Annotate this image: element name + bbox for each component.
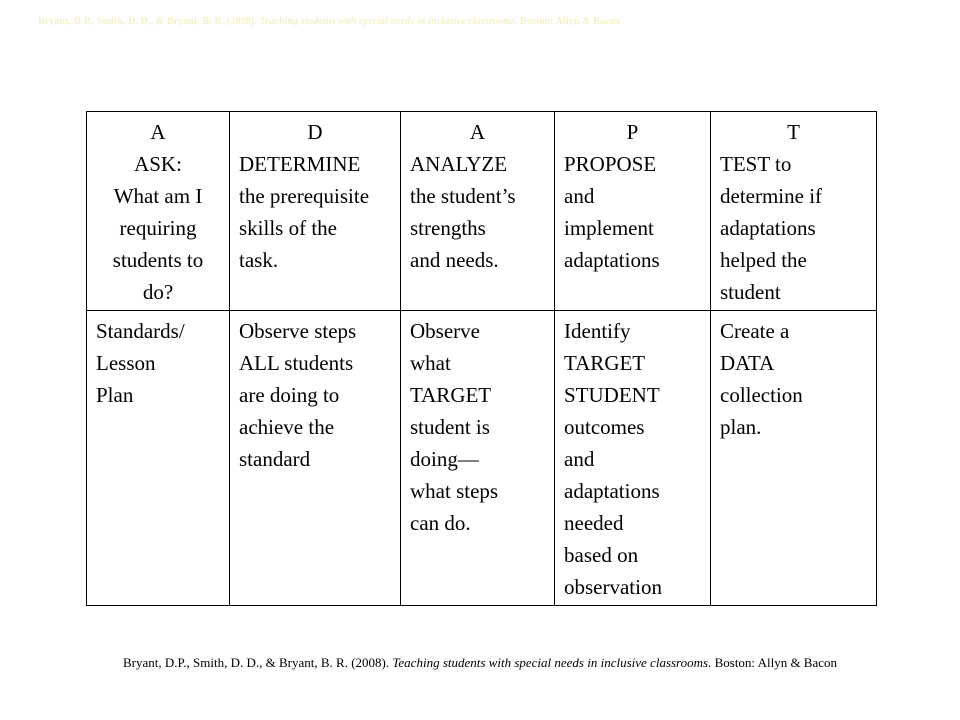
cell-line: DATA xyxy=(720,351,775,375)
cell-line: doing— xyxy=(410,447,479,471)
cell-line: Observe steps xyxy=(239,319,357,343)
watermark-publisher: Boston: Allyn & Bacon xyxy=(520,16,621,27)
cell-line: based on xyxy=(564,543,639,567)
body-cell-propose xyxy=(555,311,711,606)
header-row xyxy=(87,112,877,311)
cell-line: needed xyxy=(564,511,624,535)
watermark-authors: Bryant, D.P., Smith, D. D., & Bryant, B. R. (2008). xyxy=(38,16,257,27)
header-cell-analyze xyxy=(401,112,555,311)
cell-line: and needs. xyxy=(410,248,499,272)
cell-line: skills of the xyxy=(239,216,337,240)
cell-line: Identify xyxy=(564,319,631,343)
cell-letter: P xyxy=(626,120,639,144)
body-cell-ask xyxy=(87,311,230,606)
cell-line: implement xyxy=(564,216,654,240)
cell-letter: A xyxy=(150,120,166,144)
cell-line: can do. xyxy=(410,511,471,535)
cell-line: adaptations xyxy=(564,479,660,503)
cell-line: Lesson xyxy=(96,351,156,375)
cell-letter: A xyxy=(469,120,486,144)
footer-citation xyxy=(0,655,960,671)
cell-line: adaptations xyxy=(720,216,816,240)
header-cell-test xyxy=(711,112,877,311)
cell-line: Observe xyxy=(410,319,480,343)
cell-line: strengths xyxy=(410,216,486,240)
citation-authors: Bryant, D.P., Smith, D. D., & Bryant, B. R. (2008). xyxy=(122,655,390,670)
cell-line: and xyxy=(564,184,595,208)
citation-title: Teaching students with special needs in inclusive classrooms. xyxy=(392,655,712,670)
body-cell-test xyxy=(711,311,877,606)
cell-line: TARGET xyxy=(564,351,646,375)
cell-line: are doing to xyxy=(239,383,340,407)
cell-line: observation xyxy=(564,575,662,599)
cell-line: DETERMINE xyxy=(239,152,361,176)
cell-line: ALL students xyxy=(239,351,354,375)
body-cell-analyze xyxy=(401,311,555,606)
body-row xyxy=(87,311,877,606)
cell-line: adaptations xyxy=(564,248,660,272)
cell-line: ASK: xyxy=(134,152,182,176)
cell-line: requiring xyxy=(119,216,197,240)
cell-letter: T xyxy=(787,120,800,144)
cell-line: the prerequisite xyxy=(239,184,370,208)
body-cell-determine xyxy=(230,311,401,606)
cell-line: outcomes xyxy=(564,415,645,439)
cell-line: ANALYZE xyxy=(410,152,508,176)
cell-line: student xyxy=(720,280,781,304)
citation-publisher: Boston: Allyn & Bacon xyxy=(714,655,838,670)
header-cell-ask xyxy=(87,112,230,311)
cell-line: Create a xyxy=(720,319,790,343)
cell-line: task. xyxy=(239,248,279,272)
cell-line: do? xyxy=(142,280,174,304)
adapt-framework-table xyxy=(86,111,877,606)
cell-line: Standards/ xyxy=(96,319,185,343)
header-cell-propose xyxy=(555,112,711,311)
cell-line: student is xyxy=(410,415,490,439)
header-cell-determine xyxy=(230,112,401,311)
cell-line: collection xyxy=(720,383,803,407)
cell-line: what steps xyxy=(410,479,499,503)
cell-line: helped the xyxy=(720,248,807,272)
header-watermark-citation xyxy=(38,16,620,27)
cell-line: standard xyxy=(239,447,311,471)
cell-line: and xyxy=(564,447,595,471)
cell-line: PROPOSE xyxy=(564,152,657,176)
cell-line: STUDENT xyxy=(564,383,660,407)
cell-line: TEST to xyxy=(720,152,792,176)
cell-line: determine if xyxy=(720,184,823,208)
cell-line: TARGET xyxy=(410,383,492,407)
cell-line: achieve the xyxy=(239,415,335,439)
cell-line: What am I xyxy=(113,184,203,208)
cell-line: the student’s xyxy=(410,184,516,208)
cell-line: students to xyxy=(112,248,204,272)
cell-line: plan. xyxy=(720,415,762,439)
cell-line: Plan xyxy=(96,383,134,407)
cell-letter: D xyxy=(307,120,323,144)
watermark-title: Teaching students with special needs in inclusive classrooms. xyxy=(259,16,518,27)
cell-line: what xyxy=(410,351,451,375)
